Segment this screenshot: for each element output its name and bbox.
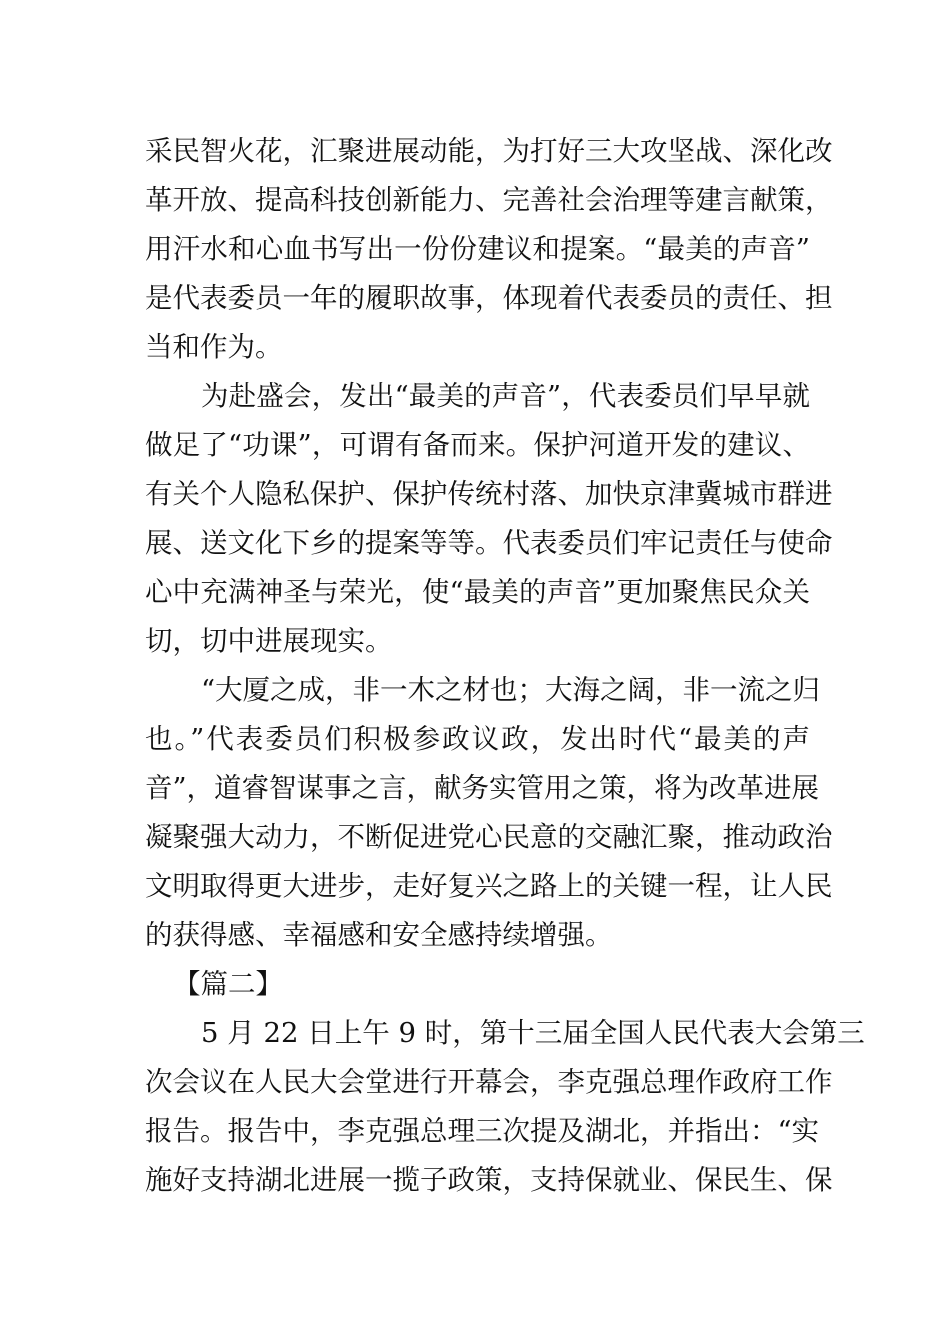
- text-line: 施好支持湖北进展一揽子政策，支持保就业、保民生、保: [145, 1164, 833, 1196]
- text-line: 5 月 22 日上午 9 时，第十三届全国人民代表大会第三: [201, 1017, 865, 1049]
- text-line: 是代表委员一年的履职故事，体现着代表委员的责任、担: [145, 282, 833, 314]
- paragraph-3: [145, 666, 833, 960]
- text-line: 当和作为。: [145, 331, 283, 363]
- paragraph-2: [145, 372, 833, 666]
- text-line: 也。”代表委员们积极参政议政，发出时代“最美的声: [145, 723, 810, 755]
- text-line: 有关个人隐私保护、保护传统村落、加快京津冀城市群进: [145, 478, 833, 510]
- text-line: 革开放、提高科技创新能力、完善社会治理等建言献策，: [145, 184, 833, 216]
- text-line: 采民智火花，汇聚进展动能，为打好三大攻坚战、深化改: [145, 135, 833, 167]
- text-line: 凝聚强大动力，不断促进党心民意的交融汇聚，推动政治: [145, 821, 833, 853]
- text-line: 展、送文化下乡的提案等等。代表委员们牢记责任与使命: [145, 527, 833, 559]
- text-line: 次会议在人民大会堂进行开幕会，李克强总理作政府工作: [145, 1066, 833, 1098]
- paragraph-4: [145, 1009, 865, 1205]
- paragraph-1: [145, 127, 833, 372]
- text-line: 报告。报告中，李克强总理三次提及湖北，并指出：“实: [145, 1115, 820, 1147]
- text-line: 的获得感、幸福感和安全感持续增强。: [145, 919, 613, 951]
- section-heading-text: 【篇二】: [173, 968, 283, 1000]
- document-body: [145, 127, 865, 1205]
- section-heading: [145, 960, 810, 1009]
- text-line: 心中充满神圣与荣光，使“最美的声音”更加聚焦民众关: [145, 576, 810, 608]
- text-line: 为赴盛会，发出“最美的声音”，代表委员们早早就: [201, 380, 810, 412]
- text-line: 文明取得更大进步，走好复兴之路上的关键一程，让人民: [145, 870, 833, 902]
- text-line: 音”，道睿智谋事之言，献务实管用之策，将为改革进展: [145, 772, 820, 804]
- text-line: 用汗水和心血书写出一份份建议和提案。“最美的声音”: [145, 233, 810, 265]
- text-line: 切，切中进展现实。: [145, 625, 393, 657]
- text-line: 做足了“功课”，可谓有备而来。保护河道开发的建议、: [145, 429, 810, 461]
- text-line: “大厦之成，非一木之材也；大海之阔，非一流之归: [201, 674, 821, 706]
